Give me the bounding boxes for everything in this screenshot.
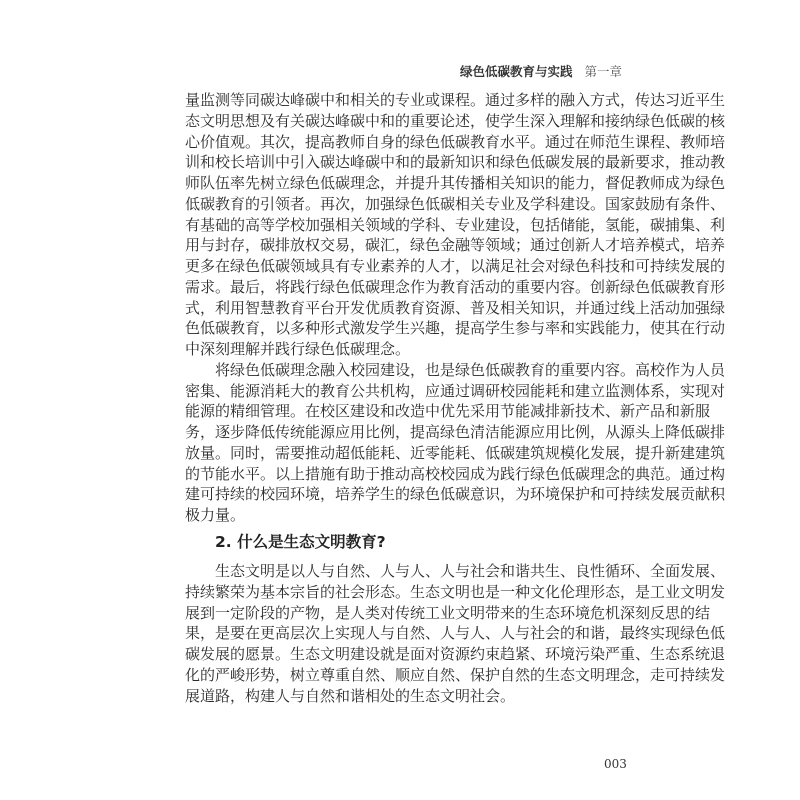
text-line: 师队伍率先树立绿色低碳理念，并提升其传播相关知识的能力，督促教师成为绿色	[185, 174, 726, 192]
page-number: 003	[604, 757, 627, 771]
chapter-label: 第一章	[584, 64, 622, 79]
text-line: 更多在绿色低碳领域具有专业素养的人才，以满足社会对绿色科技和可持续发展的	[185, 257, 726, 275]
text-line: 色低碳教育，以多种形式激发学生兴趣，提高学生参与率和实践能力，使其在行动	[185, 319, 726, 338]
text-line: 中深刻理解并践行绿色低碳理念。	[185, 340, 411, 358]
text-line: 持续繁荣为基本宗旨的社会形态。生态文明也是一种文化伦理形态，是工业文明发	[185, 582, 726, 601]
text-line: 需求。最后，将践行绿色低碳理念作为教育活动的重要内容。创新绿色低碳教育形	[185, 277, 726, 296]
text-line: 生态文明是以人与自然、人与人、人与社会和谐共生、良性循环、全面发展、	[215, 562, 726, 580]
text-line: 的节能水平。以上措施有助于推动高校校园成为践行绿色低碳理念的典范。通过构	[185, 464, 726, 483]
text-line: 展到一定阶段的产物，是人类对传统工业文明带来的生态环境危机深刻反思的结	[185, 603, 711, 622]
section-heading: 2. 什么是生态文明教育?	[215, 533, 386, 551]
text-line: 式，利用智慧教育平台开发优质教育资源、普及相关知识，并通过线上活动加强绿	[185, 298, 726, 317]
text-line: 有基础的高等学校加强相关领域的学科、专业建设，包括储能，氢能，碳捕集、利	[185, 215, 726, 234]
text-line: 放量。同时，需要推动超低能耗、近零能耗、低碳建筑规模化发展，提升新建建筑	[185, 443, 726, 462]
text-line: 用与封存，碳排放权交易，碳汇，绿色金融等领域；通过创新人才培养模式，培养	[185, 236, 726, 255]
text-line: 极力量。	[185, 506, 246, 524]
text-line: 能源的精细管理。在校区建设和改造中优先采用节能减排新技术、新产品和新服	[185, 402, 711, 421]
text-line: 心价值观。其次，提高教师自身的绿色低碳教育水平。通过在师范生课程、教师培	[185, 132, 726, 151]
text-line: 果，是要在更高层次上实现人与自然、人与人、人与社会的和谐，最终实现绿色低	[185, 624, 726, 643]
text-line: 碳发展的愿景。生态文明建设就是面对资源约束趋紧、环境污染严重、生态系统退	[185, 645, 726, 663]
text-line: 务，逐步降低传统能源应用比例，提高绿色清洁能源应用比例，从源头上降低碳排	[185, 423, 726, 441]
text-line: 低碳教育的引领者。再次，加强绿色低碳相关专业及学科建设。国家鼓励有条件、	[185, 194, 726, 213]
text-line: 建可持续的校园环境，培养学生的绿色低碳意识，为环境保护和可持续发展贡献积	[185, 485, 726, 504]
text-line: 态文明思想及有关碳达峰碳中和的重要论述，使学生深入理解和接纳绿色低碳的核	[185, 111, 726, 130]
text-line: 展道路，构建人与自然和谐相处的生态文明社会。	[185, 686, 516, 705]
book-title: 绿色低碳教育与实践	[459, 64, 573, 79]
running-header	[460, 62, 622, 80]
text-line: 训和校长培训中引入碳达峰碳中和的最新知识和绿色低碳发展的最新要求，推动教	[185, 153, 726, 172]
text-line: 量监测等同碳达峰碳中和相关的专业或课程。通过多样的融入方式，传达习近平生	[185, 91, 726, 109]
text-line: 将绿色低碳理念融入校园建设，也是绿色低碳教育的重要内容。高校作为人员	[215, 360, 726, 379]
text-line: 密集、能源消耗大的教育公共机构，应通过调研校园能耗和建立监测体系，实现对	[185, 381, 726, 400]
text-line: 化的严峻形势，树立尊重自然、顺应自然、保护自然的生态文明理念，走可持续发	[185, 665, 726, 684]
